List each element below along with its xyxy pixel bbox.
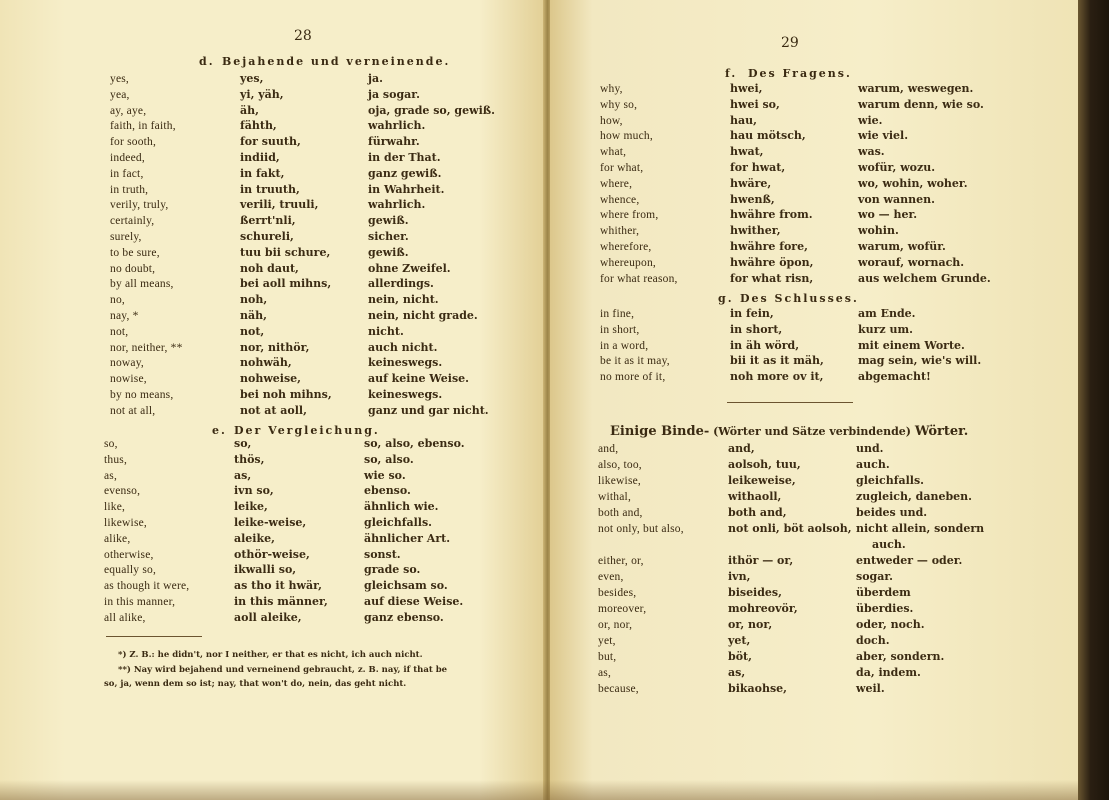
pronunciation: as,	[728, 666, 746, 679]
footnote-line: so, ja, wenn dem so ist; nay, that won't do, nein, das geht nicht.	[104, 679, 407, 689]
footnote-line: *) Z. B.: he didn't, nor I neither, er that es nicht, ich auch nicht.	[118, 650, 423, 660]
pronunciation: böt,	[728, 650, 752, 663]
pronunciation: withaoll,	[728, 490, 782, 503]
english-word: be it as it may,	[600, 355, 670, 368]
pronunciation: bii it as it mäh,	[730, 354, 824, 368]
german-translation: nein, nicht.	[368, 293, 439, 307]
pronunciation: mohreovör,	[728, 602, 798, 615]
pronunciation: hwähre fore,	[730, 240, 808, 253]
pronunciation: biseides,	[728, 586, 782, 599]
english-word: how much,	[600, 130, 653, 143]
german-translation: ähnlich wie.	[364, 500, 439, 514]
english-word: in fact,	[110, 167, 144, 180]
german-translation: wie so.	[364, 468, 406, 482]
english-word: in this manner,	[104, 596, 176, 608]
section-title-g: Des Schlusses.	[740, 292, 859, 305]
english-word: why so,	[600, 98, 638, 111]
english-word: or, nor,	[598, 619, 633, 631]
english-word: faith, in faith,	[110, 120, 176, 133]
pronunciation: bei noh mihns,	[240, 388, 332, 401]
english-word: nay, *	[110, 310, 139, 322]
pronunciation: or, nor,	[728, 618, 773, 631]
pronunciation: in this männer,	[234, 595, 328, 608]
section-title-e: Der Vergleichung.	[234, 424, 380, 437]
pronunciation: as,	[234, 468, 252, 482]
pronunciation: noh,	[240, 293, 268, 307]
pronunciation: in fein,	[730, 307, 774, 320]
pronunciation: hau,	[730, 113, 757, 127]
pronunciation: schureli,	[240, 230, 294, 243]
binde-title-bold: Einige Binde-	[610, 424, 710, 439]
english-word: like,	[104, 501, 126, 514]
german-translation: auf diese Weise.	[364, 595, 464, 608]
german-translation: wo — her.	[858, 208, 918, 222]
german-translation: oja, grade so, gewiß.	[368, 103, 495, 117]
pronunciation: hwenß,	[730, 192, 775, 206]
german-translation: mag sein, wie's will.	[858, 354, 982, 368]
german-translation: überdem	[856, 586, 911, 599]
pronunciation: fähth,	[240, 119, 277, 133]
german-translation: überdies.	[856, 602, 914, 615]
english-word: in truth,	[110, 183, 149, 196]
english-word: for what,	[600, 162, 644, 174]
english-word: not at all,	[110, 404, 156, 417]
pronunciation: not at aoll,	[240, 403, 307, 417]
german-translation: keineswegs.	[368, 388, 443, 401]
german-translation: aber, sondern.	[856, 650, 945, 663]
pronunciation: yi, yäh,	[240, 87, 284, 101]
german-translation: was.	[858, 145, 885, 159]
english-word: not only, but also,	[598, 523, 684, 535]
german-translation: ja.	[368, 72, 383, 85]
german-translation: ähnlicher Art.	[364, 531, 451, 545]
english-word: verily, truly,	[110, 199, 169, 212]
english-word: no,	[110, 294, 125, 307]
german-translation: grade so.	[364, 563, 421, 577]
section-label-e: e.	[212, 424, 227, 437]
pronunciation: indiid,	[240, 151, 280, 164]
english-word: in a word,	[600, 339, 649, 352]
section-title-d: Bejahende und verneinende.	[222, 55, 451, 68]
pronunciation: leikeweise,	[728, 474, 796, 487]
pronunciation: ivn,	[728, 570, 751, 583]
english-word: withal,	[598, 491, 632, 503]
german-translation: kurz um.	[858, 322, 913, 336]
german-translation: auch.	[856, 458, 890, 471]
pronunciation: hwäre,	[730, 176, 772, 190]
english-word: by all means,	[110, 278, 174, 291]
english-word: likewise,	[104, 517, 147, 529]
english-word: how,	[600, 114, 623, 127]
german-translation: wie viel.	[858, 129, 909, 143]
pronunciation: for suuth,	[240, 135, 301, 149]
german-translation: wofür, wozu.	[858, 161, 936, 174]
english-word: noway,	[110, 357, 144, 370]
german-translation: gewiß.	[368, 245, 409, 259]
english-word: nor, neither, **	[110, 341, 183, 354]
english-word: in fine,	[600, 308, 635, 320]
pronunciation: hau mötsch,	[730, 129, 806, 143]
pronunciation: in truuth,	[240, 182, 300, 196]
english-word: for sooth,	[110, 136, 157, 149]
pronunciation: hwither,	[730, 224, 781, 238]
german-continuation: auch.	[872, 538, 906, 551]
english-word: indeed,	[110, 152, 145, 164]
pronunciation: äh,	[240, 103, 259, 117]
pronunciation: ivn so,	[234, 484, 274, 498]
pronunciation: noh daut,	[240, 261, 299, 275]
german-translation: am Ende.	[858, 307, 916, 320]
german-translation: von wannen.	[858, 192, 935, 206]
english-word: otherwise,	[104, 548, 154, 561]
page-number-left: 28	[294, 28, 312, 44]
binde-title-end: Wörter.	[914, 424, 969, 439]
pronunciation: leike-weise,	[234, 516, 307, 529]
pronunciation: hwei so,	[730, 97, 780, 111]
english-word: what,	[600, 146, 627, 159]
binde-title-paren: (Wörter und Sätze verbindende)	[709, 425, 915, 438]
pronunciation: nor, nithör,	[240, 340, 310, 354]
pronunciation: hwei,	[730, 82, 763, 95]
english-word: moreover,	[598, 603, 647, 615]
german-translation: sogar.	[856, 570, 893, 583]
german-translation: doch.	[856, 634, 890, 647]
english-word: likewise,	[598, 475, 641, 487]
german-translation: gleichfalls.	[364, 516, 432, 529]
english-word: where from,	[600, 209, 659, 222]
english-word: so,	[104, 438, 118, 450]
pronunciation: näh,	[240, 309, 267, 322]
pronunciation: ikwalli so,	[234, 563, 297, 577]
pronunciation: yes,	[240, 72, 264, 85]
english-word: whereupon,	[600, 256, 656, 269]
pronunciation: noh more ov it,	[730, 370, 824, 384]
english-word: whence,	[600, 193, 640, 206]
german-translation: sicher.	[368, 230, 409, 243]
german-translation: abgemacht!	[858, 370, 931, 384]
pronunciation: in äh wörd,	[730, 338, 800, 352]
german-translation: warum denn, wie so.	[858, 97, 984, 111]
pronunciation: othör-weise,	[234, 547, 310, 561]
german-translation: wie.	[858, 113, 883, 127]
pronunciation: bei aoll mihns,	[240, 277, 332, 291]
english-word: equally so,	[104, 564, 157, 577]
german-translation: ja sogar.	[368, 87, 420, 101]
german-translation: ganz und gar nicht.	[368, 403, 489, 417]
german-translation: nicht allein, sondern	[856, 522, 985, 535]
pronunciation: nohwäh,	[240, 356, 292, 370]
german-translation: zugleich, daneben.	[856, 490, 972, 503]
pronunciation: in fakt,	[240, 166, 285, 180]
english-word: both and,	[598, 507, 643, 519]
english-word: also, too,	[598, 459, 642, 471]
german-translation: wahrlich.	[368, 198, 426, 212]
pronunciation: verili, truuli,	[240, 198, 319, 212]
german-translation: in der That.	[368, 151, 441, 164]
english-word: alike,	[104, 532, 131, 545]
english-word: in short,	[600, 323, 640, 336]
english-word: evenso,	[104, 485, 141, 498]
footnote-line: **) Nay wird bejahend und verneinend gebraucht, z. B. nay, if that be	[118, 665, 448, 675]
english-word: surely,	[110, 231, 142, 243]
right-page	[550, 0, 1080, 800]
section-label-f: f.	[725, 67, 738, 80]
pronunciation: for hwat,	[730, 161, 786, 174]
german-translation: mit einem Worte.	[858, 338, 965, 352]
german-translation: fürwahr.	[368, 135, 420, 149]
pronunciation: bikaohse,	[728, 682, 787, 695]
english-word: as,	[598, 667, 612, 679]
english-word: as though it were,	[104, 580, 190, 593]
english-word: no more of it,	[600, 371, 666, 384]
german-translation: so, also, ebenso.	[364, 437, 465, 450]
english-word: why,	[600, 83, 623, 95]
german-translation: wo, wohin, woher.	[858, 176, 968, 190]
pronunciation: not onli, böt aolsoh,	[728, 522, 852, 535]
section-title-f: Des Fragens.	[748, 67, 852, 80]
english-word: not,	[110, 325, 129, 338]
pronunciation: ithör — or,	[728, 554, 794, 567]
english-word: wherefore,	[600, 241, 652, 253]
german-translation: nicht.	[368, 324, 404, 338]
pronunciation: as tho it hwär,	[234, 579, 322, 593]
german-translation: auch nicht.	[368, 340, 438, 354]
section-label-d: d.	[199, 55, 215, 68]
english-word: because,	[598, 683, 639, 695]
english-word: besides,	[598, 587, 637, 599]
pronunciation: nohweise,	[240, 372, 301, 386]
pronunciation: so,	[234, 437, 252, 450]
english-word: where,	[600, 177, 633, 190]
german-translation: aus welchem Grunde.	[858, 271, 991, 285]
page-number-right: 29	[781, 35, 799, 51]
german-translation: sonst.	[364, 547, 401, 561]
pronunciation: hwat,	[730, 145, 764, 159]
pronunciation: hwähre from.	[730, 208, 813, 222]
german-translation: in Wahrheit.	[368, 182, 445, 196]
english-word: no doubt,	[110, 262, 156, 275]
footnote-rule	[106, 636, 202, 637]
pronunciation: aleike,	[234, 531, 275, 545]
german-translation: oder, noch.	[856, 618, 925, 631]
german-translation: weil.	[856, 682, 885, 695]
english-word: yes,	[110, 73, 130, 85]
english-word: even,	[598, 571, 624, 583]
german-translation: ganz gewiß.	[368, 166, 442, 180]
english-word: and,	[598, 443, 619, 455]
pronunciation: not,	[240, 324, 265, 338]
pronunciation: yet,	[728, 634, 751, 647]
german-translation: beides und.	[856, 506, 928, 519]
german-translation: worauf, wornach.	[858, 255, 965, 269]
german-translation: keineswegs.	[368, 356, 443, 370]
english-word: as,	[104, 469, 118, 482]
english-word: all alike,	[104, 611, 146, 624]
pronunciation: leike,	[234, 500, 268, 514]
english-word: ay, aye,	[110, 104, 147, 117]
german-translation: auf keine Weise.	[368, 372, 469, 386]
english-word: yea,	[110, 88, 130, 101]
pronunciation: thös,	[234, 452, 265, 466]
english-word: whither,	[600, 225, 640, 238]
german-translation: allerdings.	[368, 277, 434, 291]
page-shadow	[0, 780, 1078, 800]
pronunciation: both and,	[728, 506, 787, 519]
section-title-binde	[610, 420, 968, 439]
german-translation: nein, nicht grade.	[368, 309, 478, 322]
german-translation: warum, weswegen.	[858, 82, 974, 95]
english-word: to be sure,	[110, 246, 160, 259]
german-translation: gleichfalls.	[856, 474, 924, 487]
pronunciation: ßerrt'nli,	[240, 214, 296, 228]
pronunciation: and,	[728, 442, 755, 455]
german-translation: ohne Zweifel.	[368, 261, 451, 275]
pronunciation: aolsoh, tuu,	[728, 458, 801, 471]
english-word: by no means,	[110, 389, 174, 401]
english-word: yet,	[598, 635, 616, 647]
pronunciation: hwähre öpon,	[730, 255, 814, 269]
german-translation: und.	[856, 442, 884, 455]
english-word: nowise,	[110, 373, 147, 386]
english-word: either, or,	[598, 555, 644, 567]
section-label-g: g.	[718, 292, 734, 305]
german-translation: da, indem.	[856, 666, 921, 679]
english-word: thus,	[104, 453, 128, 466]
german-translation: wohin.	[858, 224, 899, 238]
book-edge	[1078, 0, 1109, 800]
english-word: but,	[598, 651, 617, 663]
german-translation: warum, wofür.	[858, 240, 946, 253]
german-translation: ganz ebenso.	[364, 610, 444, 624]
pronunciation: in short,	[730, 322, 783, 336]
german-translation: gleichsam so.	[364, 579, 448, 593]
section-rule	[727, 402, 853, 403]
german-translation: gewiß.	[368, 214, 409, 228]
german-translation: wahrlich.	[368, 119, 426, 133]
english-word: for what reason,	[600, 272, 678, 285]
english-word: certainly,	[110, 215, 155, 228]
german-translation: ebenso.	[364, 484, 411, 498]
pronunciation: aoll aleike,	[234, 610, 302, 624]
german-translation: entweder — oder.	[856, 554, 963, 567]
pronunciation: tuu bii schure,	[240, 245, 331, 259]
german-translation: so, also.	[364, 452, 414, 466]
pronunciation: for what risn,	[730, 271, 814, 285]
